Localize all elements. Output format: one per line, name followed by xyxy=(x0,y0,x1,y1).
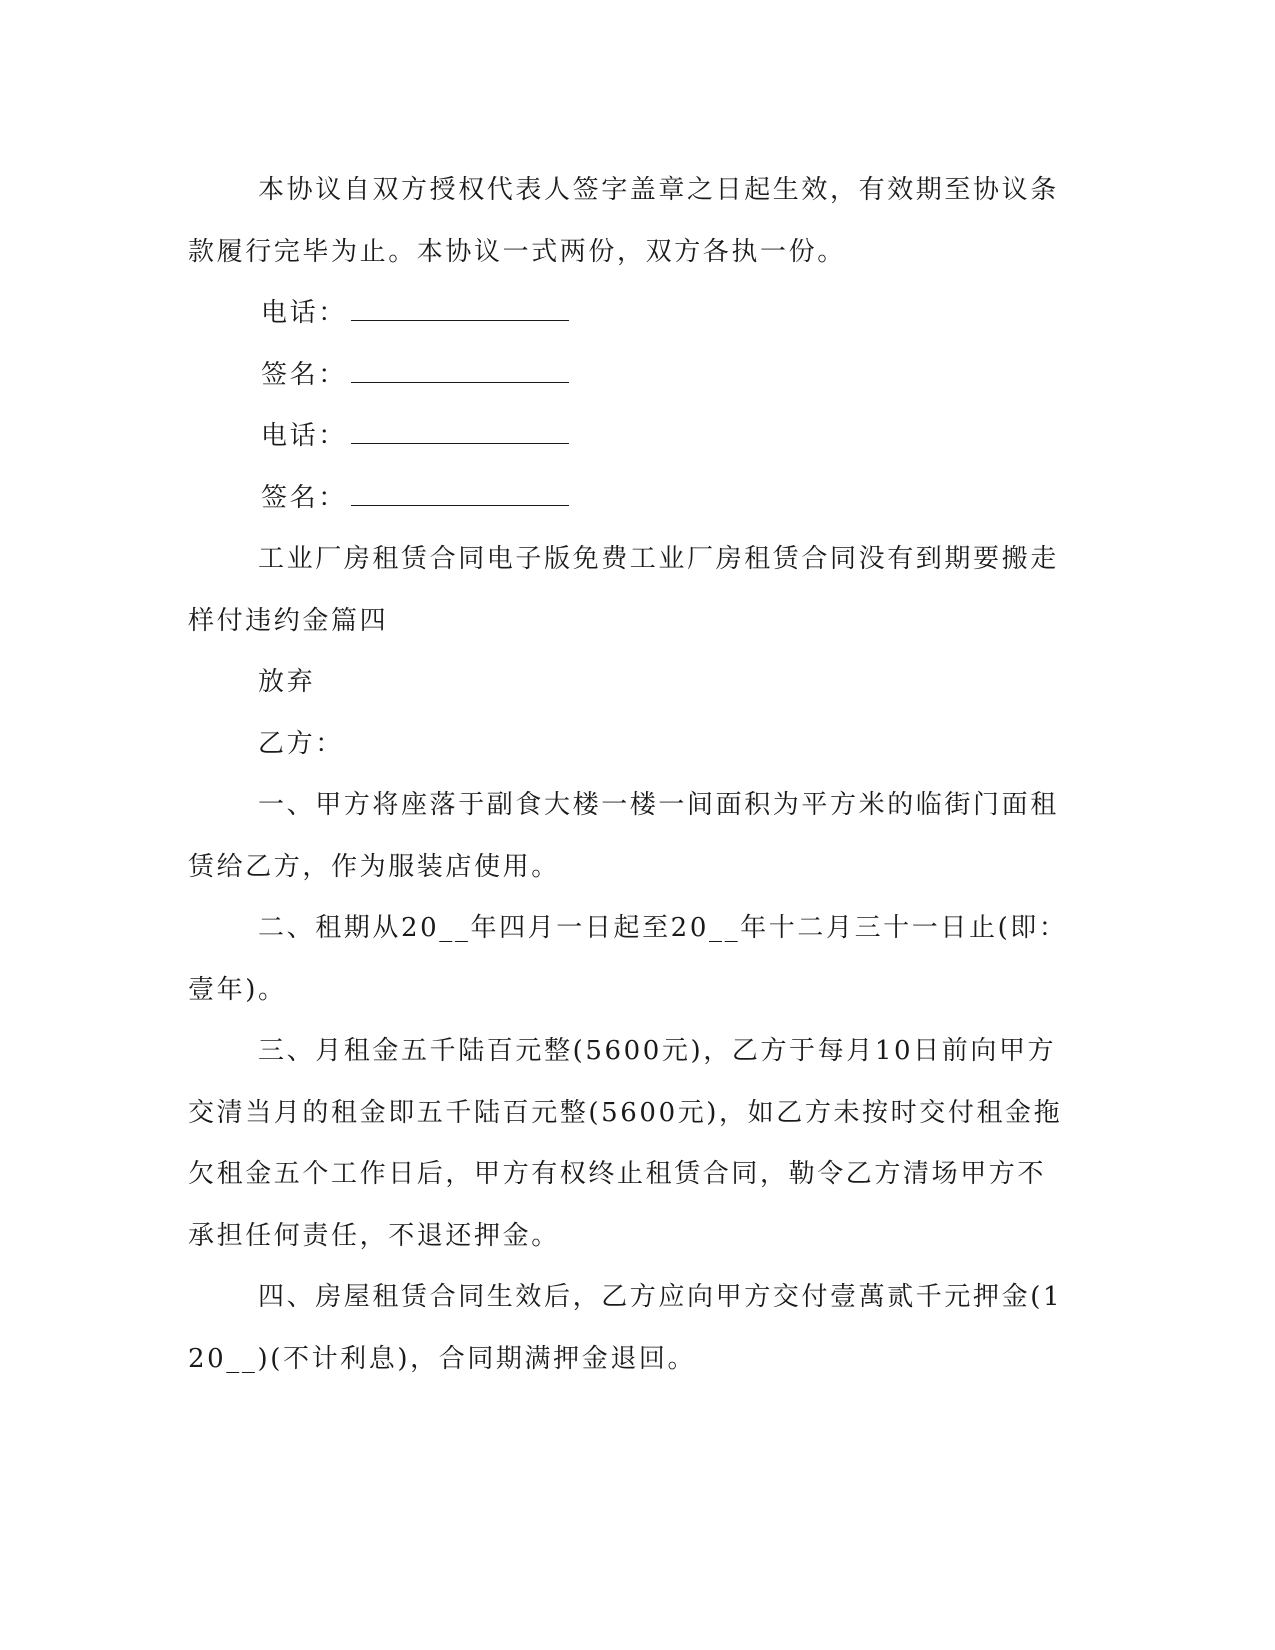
phone-blank-line xyxy=(351,419,569,444)
signature-label: 签名： xyxy=(261,359,347,390)
abandon-line: 放弃 xyxy=(258,667,316,697)
phone-blank-line xyxy=(351,296,569,321)
phone-field-2 xyxy=(188,406,1068,468)
effective-clause-paragraph: 本协议自双方授权代表人签字盖章之日起生效，有效期至协议条款履行完毕为止。本协议一式两份，双方各执一份。 xyxy=(188,175,1059,267)
clause-3: 三、月租金五千陆百元整(5600元)，乙方于每月10日前向甲方交清当月的租金即五千陆百元整(5600元)，如乙方未按时交付租金拖欠租金五个工作日后，甲方有权终止租赁合同，勒令乙方清场甲方不承担任何责任，不退还押金。 xyxy=(188,1036,1063,1251)
document-body xyxy=(188,160,1068,1390)
phone-label: 电话： xyxy=(261,421,347,451)
signature-field-2 xyxy=(188,468,1068,530)
clause-1: 一、甲方将座落于副食大楼一楼一间面积为平方米的临街门面租赁给乙方，作为服装店使用。 xyxy=(188,790,1059,882)
party-b-line: 乙方： xyxy=(258,728,344,759)
signature-label: 签名： xyxy=(261,482,347,513)
phone-field-1 xyxy=(188,283,1068,345)
section-heading: 工业厂房租赁合同电子版免费工业厂房租赁合同没有到期要搬走样付违约金篇四 xyxy=(188,544,1059,636)
signature-blank-line xyxy=(351,481,569,506)
clause-4: 四、房屋租赁合同生效后，乙方应向甲方交付壹萬贰千元押金(120__)(不计利息)，合同期满押金退回。 xyxy=(188,1282,1063,1374)
clause-2: 二、租期从20__年四月一日起至20__年十二月三十一日止(即：壹年)。 xyxy=(188,913,1068,1005)
phone-label: 电话： xyxy=(261,298,347,328)
signature-blank-line xyxy=(351,358,569,383)
signature-field-1 xyxy=(188,345,1068,407)
